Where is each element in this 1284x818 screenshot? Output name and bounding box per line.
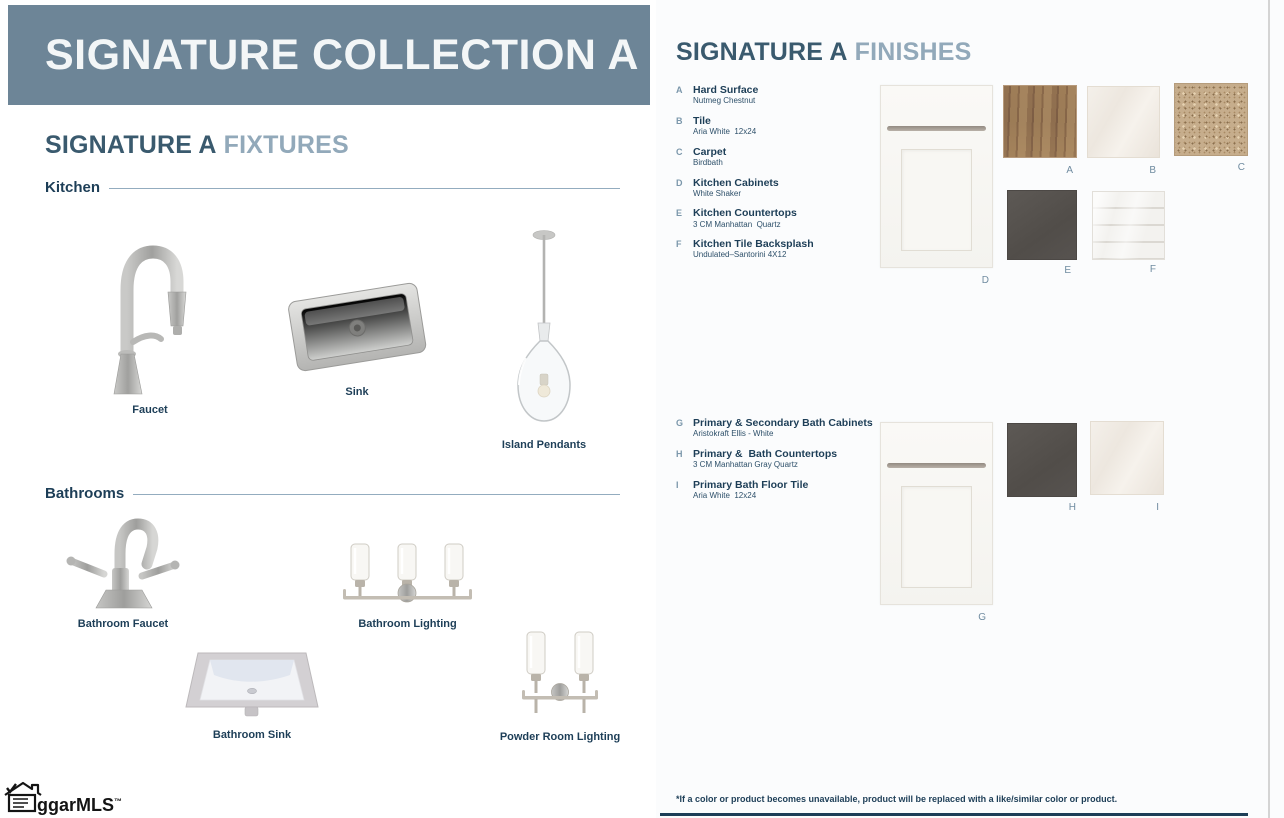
finish-letter-g: G [676, 418, 684, 428]
finish-title-g: Primary & Secondary Bath Cabinets [693, 417, 873, 429]
collection-title: SIGNATURE COLLECTION A [45, 30, 639, 79]
finish-title-i: Primary Bath Floor Tile [693, 478, 809, 491]
finishes-heading-primary: SIGNATURE A [676, 38, 848, 66]
finish-letter-e: E [676, 208, 683, 219]
swatch-f-backsplash [1092, 191, 1165, 260]
finish-item-d [676, 177, 886, 200]
finish-item-i [676, 479, 886, 502]
page-edge-line [1268, 0, 1270, 818]
kitchen-sink-illustration [282, 272, 432, 380]
fixtures-heading-primary: SIGNATURE A [45, 131, 217, 159]
swatch-label-g: G [978, 612, 986, 623]
swatch-d-kitchen-cabinet [880, 85, 993, 268]
fixtures-heading [45, 131, 349, 160]
kitchen-section-rule [109, 188, 620, 190]
finish-subtitle-b: Aria White 12x24 [693, 126, 757, 136]
fixture-powder-room-lighting [499, 630, 621, 743]
cabinet-handle-groove [887, 463, 987, 468]
finish-letter-d: D [676, 177, 683, 188]
finish-subtitle-i: Aria White 12x24 [693, 490, 757, 500]
fixture-bathroom-faucet [58, 512, 188, 630]
fixture-kitchen-faucet [95, 238, 205, 416]
finish-subtitle-c: Birdbath [693, 157, 723, 167]
bathroom-faucet-label: Bathroom Faucet [77, 618, 169, 630]
swatch-a-hard-surface [1003, 85, 1077, 158]
finish-subtitle-f: Undulated–Santorini 4X12 [693, 250, 787, 260]
logo-trademark: ™ [114, 797, 123, 806]
finishes-list-group1 [676, 84, 886, 269]
fixture-kitchen-sink [282, 272, 432, 398]
cabinet-door-panel [901, 149, 972, 250]
logo-text: ggarMLS™ [37, 795, 123, 815]
bathroom-sink-illustration [178, 645, 326, 723]
swatch-label-f: F [1149, 264, 1156, 275]
fixture-bathroom-sink [178, 645, 326, 741]
swatch-c-carpet [1174, 83, 1248, 156]
swatch-label-i: I [1156, 502, 1159, 513]
kitchen-faucet-illustration [95, 238, 205, 398]
finish-letter-c: C [676, 146, 683, 157]
collection-banner [8, 5, 650, 105]
swatch-label-b: B [1149, 165, 1156, 176]
finish-title-d: Kitchen Cabinets [693, 176, 779, 189]
finish-subtitle-g: Aristokraft Ellis - White [693, 429, 774, 439]
bathroom-faucet-illustration [58, 512, 188, 612]
fixture-island-pendants [500, 228, 588, 451]
island-pendant-illustration [500, 228, 588, 433]
cabinet-door-panel [901, 486, 972, 587]
bathroom-lighting-label: Bathroom Lighting [358, 618, 457, 630]
fixture-bathroom-lighting [335, 540, 480, 630]
bathrooms-section-rule [133, 494, 620, 496]
finish-item-b [676, 115, 886, 138]
finish-letter-b: B [676, 115, 683, 126]
disclaimer-text: *If a color or product becomes unavailable, product will be replaced with a like/similar color or product. [676, 794, 1118, 804]
fixtures-heading-secondary: FIXTURES [223, 131, 349, 159]
finish-subtitle-h: 3 CM Manhattan Gray Quartz [693, 459, 798, 469]
finish-item-a [676, 84, 886, 107]
finish-subtitle-e: 3 CM Manhattan Quartz [693, 219, 781, 229]
finish-subtitle-d: White Shaker [693, 188, 742, 198]
bathroom-sink-label: Bathroom Sink [212, 729, 292, 741]
swatch-label-e: E [1064, 265, 1071, 276]
swatch-label-h: H [1068, 502, 1076, 513]
kitchen-section-title: Kitchen [45, 179, 101, 196]
finish-title-f: Kitchen Tile Backsplash [693, 238, 814, 251]
cabinet-handle-groove [887, 126, 987, 131]
finish-title-b: Tile [693, 114, 711, 127]
finish-letter-h: H [676, 448, 683, 459]
finish-item-f [676, 238, 886, 261]
finish-item-e [676, 207, 886, 230]
swatch-b-tile [1087, 86, 1160, 158]
swatch-g-bath-cabinet [880, 422, 993, 605]
finish-item-h [676, 448, 886, 471]
swatch-i-bath-floor-tile [1090, 421, 1164, 495]
finish-letter-i: I [676, 479, 679, 490]
finish-title-e: Kitchen Countertops [693, 207, 797, 220]
swatch-e-kitchen-countertop [1007, 190, 1077, 260]
mls-logo [2, 780, 122, 816]
powder-room-lighting-label: Powder Room Lighting [499, 731, 621, 743]
kitchen-section-header [45, 179, 620, 196]
bathroom-lighting-illustration [335, 540, 480, 612]
finish-letter-f: F [676, 239, 682, 250]
island-pendants-label: Island Pendants [501, 439, 587, 451]
finish-title-h: Primary & Bath Countertops [693, 447, 838, 460]
finish-subtitle-a: Nutmeg Chestnut [693, 96, 756, 106]
powder-room-lighting-illustration [512, 630, 608, 725]
page-bottom-rule [660, 813, 1248, 816]
swatch-label-a: A [1066, 165, 1073, 176]
finish-title-c: Carpet [693, 145, 727, 158]
swatch-label-c: C [1237, 162, 1245, 173]
finish-letter-a: A [676, 85, 683, 95]
bathrooms-section-title: Bathrooms [45, 485, 125, 502]
swatch-label-d: D [981, 275, 989, 286]
bathrooms-section-header [45, 485, 620, 502]
finish-item-g [676, 417, 886, 440]
finish-item-c [676, 146, 886, 169]
finishes-list-group2 [676, 417, 886, 510]
swatch-h-bath-countertop [1007, 423, 1077, 497]
kitchen-sink-label: Sink [345, 386, 369, 398]
finish-title-a: Hard Surface [693, 84, 759, 96]
finishes-heading-secondary: FINISHES [854, 38, 972, 66]
finishes-heading [676, 38, 972, 67]
kitchen-faucet-label: Faucet [132, 404, 168, 416]
